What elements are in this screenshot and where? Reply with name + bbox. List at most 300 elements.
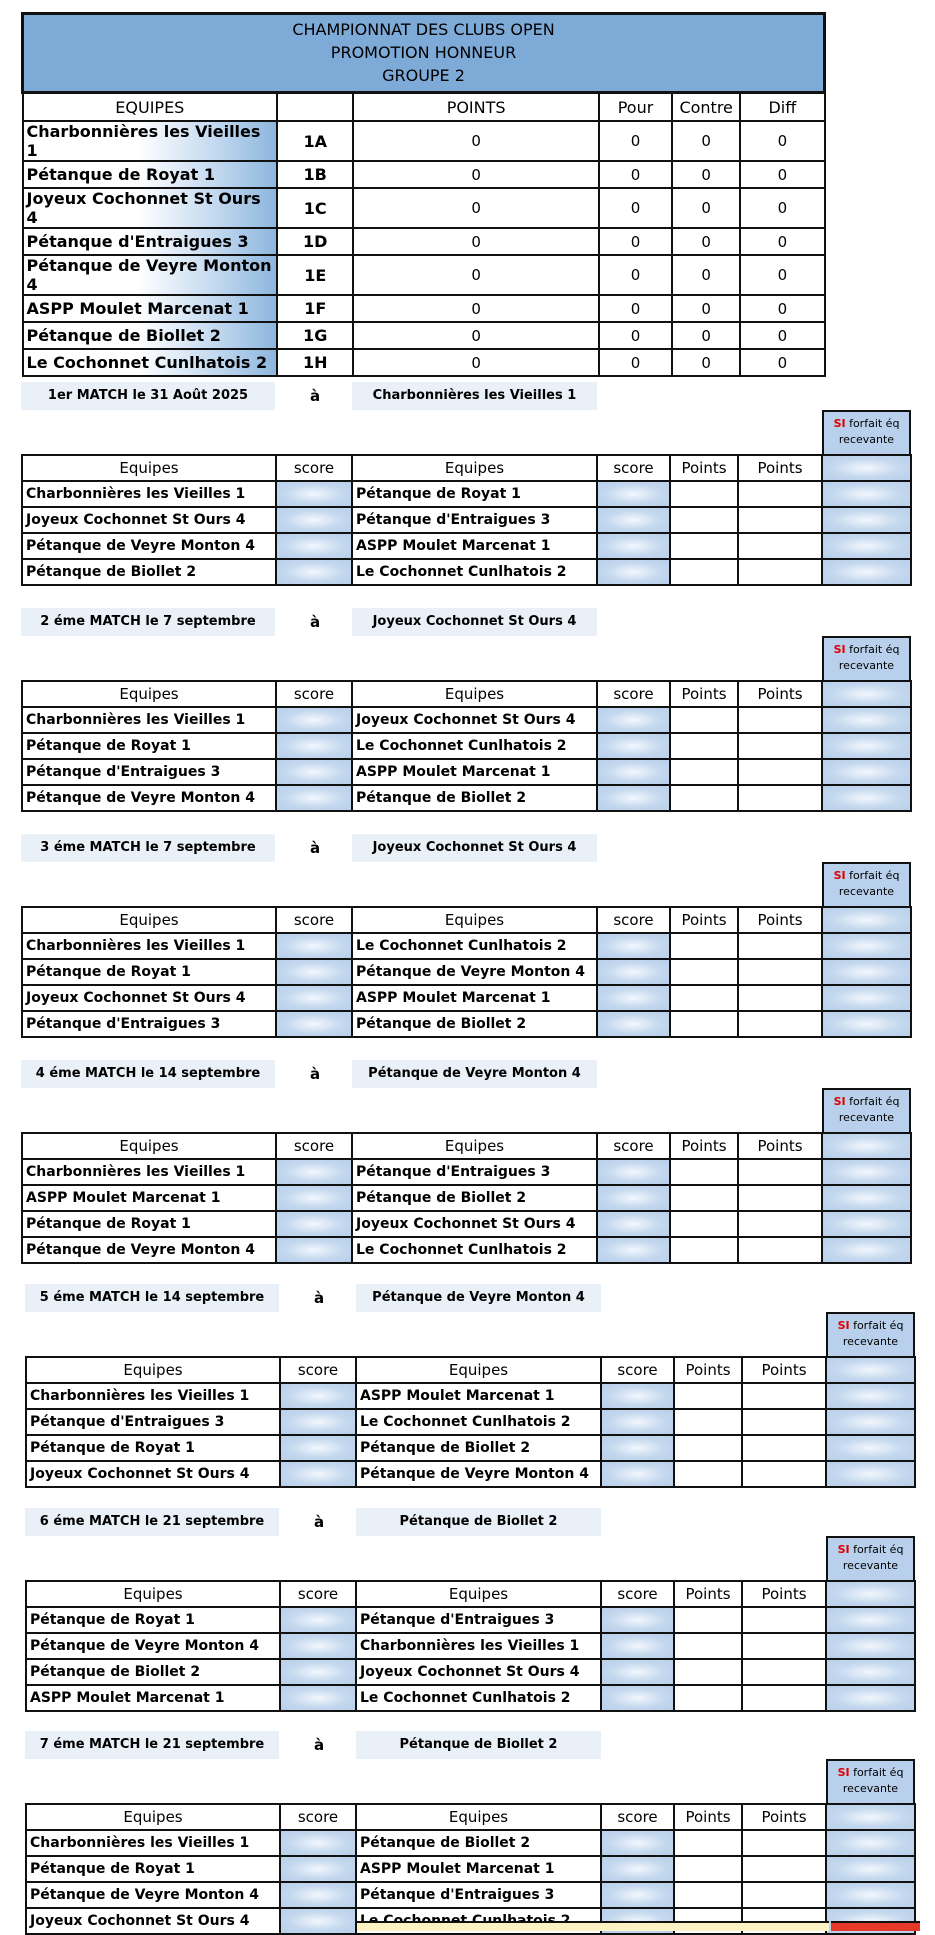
- away-team: Pétanque d'Entraigues 3: [356, 1607, 601, 1633]
- away-score-input[interactable]: [597, 559, 670, 585]
- si-forfait-header: [822, 636, 911, 680]
- team-points: 0: [353, 322, 599, 349]
- home-points-cell: [670, 559, 738, 585]
- away-team: Pétanque d'Entraigues 3: [356, 1882, 601, 1908]
- game-row: [22, 1211, 911, 1237]
- away-team: Joyeux Cochonnet St Ours 4: [352, 707, 597, 733]
- home-score-input[interactable]: [280, 1908, 356, 1934]
- col-si: [822, 455, 911, 481]
- match-column-headers: [26, 1804, 915, 1830]
- match-block: [21, 382, 921, 580]
- col-equipes-away: Equipes: [352, 1133, 597, 1159]
- si-forfait-input[interactable]: [826, 1435, 915, 1461]
- match-column-headers: [26, 1581, 915, 1607]
- si-forfait-label: forfait éq: [853, 1319, 904, 1332]
- away-team: ASPP Moulet Marcenat 1: [352, 533, 597, 559]
- home-score-input[interactable]: [276, 1159, 352, 1185]
- away-team: Pétanque de Biollet 2: [352, 1011, 597, 1037]
- home-points-cell: [670, 1237, 738, 1263]
- home-score-input[interactable]: [280, 1830, 356, 1856]
- home-team: Charbonnières les Vieilles 1: [22, 1159, 276, 1185]
- match-header-bar: [25, 1284, 925, 1312]
- col-equipes-home: Equipes: [22, 455, 276, 481]
- standings-table: [21, 12, 826, 377]
- away-score-input[interactable]: [601, 1685, 674, 1711]
- si-forfait-header: [822, 862, 911, 906]
- standings-row: [23, 188, 825, 228]
- away-team: Pétanque de Biollet 2: [352, 1185, 597, 1211]
- away-team: Pétanque de Veyre Monton 4: [352, 959, 597, 985]
- team-points: 0: [353, 161, 599, 188]
- home-points-cell: [670, 933, 738, 959]
- game-row: [26, 1659, 915, 1685]
- col-equipes-away: Equipes: [356, 1581, 601, 1607]
- away-points-cell: [742, 1685, 826, 1711]
- standings-row: [23, 295, 825, 322]
- col-si: [822, 907, 911, 933]
- si-forfait-input[interactable]: [826, 1856, 915, 1882]
- si-forfait-input[interactable]: [822, 533, 911, 559]
- away-team: Pétanque de Royat 1: [352, 481, 597, 507]
- a-label: à: [313, 1513, 325, 1531]
- home-team: Pétanque de Veyre Monton 4: [26, 1882, 280, 1908]
- away-score-input[interactable]: [597, 507, 670, 533]
- match-table: [25, 1759, 916, 1935]
- si-forfait-input[interactable]: [822, 507, 911, 533]
- away-score-input[interactable]: [597, 933, 670, 959]
- si-label: SI: [833, 1095, 846, 1108]
- a-label: à: [309, 1065, 321, 1083]
- home-score-input[interactable]: [276, 985, 352, 1011]
- game-row: [22, 785, 911, 811]
- away-team: Pétanque de Biollet 2: [356, 1830, 601, 1856]
- game-row: [22, 1237, 911, 1263]
- home-score-input[interactable]: [280, 1607, 356, 1633]
- team-pour: 0: [599, 121, 672, 161]
- home-team: Charbonnières les Vieilles 1: [22, 707, 276, 733]
- team-diff: 0: [740, 161, 824, 188]
- match-venue: Pétanque de Biollet 2: [356, 1508, 601, 1536]
- col-points-away: Points: [742, 1804, 826, 1830]
- team-diff: 0: [740, 295, 824, 322]
- match-block: [25, 1731, 925, 1929]
- team-contre: 0: [672, 349, 740, 376]
- away-team: Le Cochonnet Cunlhatois 2: [356, 1685, 601, 1711]
- match-column-headers: [22, 907, 911, 933]
- home-points-cell: [674, 1435, 742, 1461]
- match-venue: Charbonnières les Vieilles 1: [352, 382, 597, 410]
- match-header-bar: [25, 1508, 925, 1536]
- team-code: 1D: [277, 228, 353, 255]
- si-forfait-input[interactable]: [826, 1830, 915, 1856]
- home-team: Pétanque d'Entraigues 3: [22, 1011, 276, 1037]
- match-venue: Pétanque de Veyre Monton 4: [352, 1060, 597, 1088]
- col-score-home: score: [280, 1581, 356, 1607]
- a-label: à: [309, 613, 321, 631]
- team-code: 1H: [277, 349, 353, 376]
- home-points-cell: [670, 1159, 738, 1185]
- si-forfait-input[interactable]: [822, 985, 911, 1011]
- game-row: [26, 1383, 915, 1409]
- home-points-cell: [670, 959, 738, 985]
- col-pour: Pour: [599, 93, 672, 122]
- col-points-home: Points: [674, 1581, 742, 1607]
- col-equipes-away: Equipes: [356, 1804, 601, 1830]
- match-header-bar: [21, 382, 921, 410]
- si-forfait-input[interactable]: [822, 959, 911, 985]
- col-equipes-away: Equipes: [352, 455, 597, 481]
- away-team: ASPP Moulet Marcenat 1: [356, 1383, 601, 1409]
- home-points-cell: [670, 759, 738, 785]
- col-points-away: Points: [738, 455, 822, 481]
- away-points-cell: [738, 1237, 822, 1263]
- match-venue: Joyeux Cochonnet St Ours 4: [352, 834, 597, 862]
- col-equipes-home: Equipes: [26, 1357, 280, 1383]
- home-points-cell: [674, 1882, 742, 1908]
- team-pour: 0: [599, 255, 672, 295]
- match-venue: Pétanque de Veyre Monton 4: [356, 1284, 601, 1312]
- title-line-3: GROUPE 2: [382, 66, 465, 85]
- si-label: SI: [837, 1319, 850, 1332]
- away-score-input[interactable]: [597, 1237, 670, 1263]
- away-score-input[interactable]: [601, 1383, 674, 1409]
- away-score-input[interactable]: [597, 1011, 670, 1037]
- home-score-input[interactable]: [276, 759, 352, 785]
- home-score-input[interactable]: [280, 1435, 356, 1461]
- away-team: Pétanque de Veyre Monton 4: [356, 1461, 601, 1487]
- si-label: SI: [837, 1766, 850, 1779]
- title-line-2: PROMOTION HONNEUR: [330, 43, 517, 62]
- col-equipes-away: Equipes: [352, 681, 597, 707]
- home-team: Charbonnières les Vieilles 1: [26, 1383, 280, 1409]
- home-team: Pétanque d'Entraigues 3: [26, 1409, 280, 1435]
- home-score-input[interactable]: [280, 1409, 356, 1435]
- away-points-cell: [738, 933, 822, 959]
- home-points-cell: [674, 1633, 742, 1659]
- si-forfait-input[interactable]: [822, 1185, 911, 1211]
- away-points-cell: [742, 1461, 826, 1487]
- standings-row: [23, 161, 825, 188]
- si-label: SI: [833, 643, 846, 656]
- team-name: Le Cochonnet Cunlhatois 2: [23, 349, 278, 376]
- team-contre: 0: [672, 161, 740, 188]
- col-points-away: Points: [738, 907, 822, 933]
- home-points-cell: [670, 785, 738, 811]
- col-equipes: EQUIPES: [23, 93, 278, 122]
- away-points-cell: [738, 533, 822, 559]
- si-forfait-input[interactable]: [822, 1211, 911, 1237]
- si-forfait-label: forfait éq: [853, 1543, 904, 1556]
- home-team: Charbonnières les Vieilles 1: [22, 933, 276, 959]
- away-team: Pétanque d'Entraigues 3: [352, 1159, 597, 1185]
- home-score-input[interactable]: [280, 1856, 356, 1882]
- home-points-cell: [674, 1856, 742, 1882]
- away-score-input[interactable]: [601, 1409, 674, 1435]
- away-points-cell: [738, 707, 822, 733]
- away-points-cell: [742, 1383, 826, 1409]
- si-forfait-input[interactable]: [822, 559, 911, 585]
- si-forfait-input[interactable]: [826, 1685, 915, 1711]
- away-points-cell: [738, 559, 822, 585]
- title-header: [23, 14, 825, 93]
- team-code: 1C: [277, 188, 353, 228]
- home-score-input[interactable]: [280, 1659, 356, 1685]
- team-points: 0: [353, 295, 599, 322]
- away-points-cell: [738, 481, 822, 507]
- home-score-input[interactable]: [280, 1461, 356, 1487]
- home-team: ASPP Moulet Marcenat 1: [26, 1685, 280, 1711]
- home-team: Pétanque de Biollet 2: [22, 559, 276, 585]
- home-score-input[interactable]: [276, 559, 352, 585]
- team-diff: 0: [740, 121, 824, 161]
- match-column-headers: [26, 1357, 915, 1383]
- si-forfait-label: forfait éq: [849, 1095, 900, 1108]
- col-score-home: score: [280, 1357, 356, 1383]
- away-score-input[interactable]: [601, 1633, 674, 1659]
- home-team: Pétanque de Royat 1: [26, 1856, 280, 1882]
- home-points-cell: [674, 1685, 742, 1711]
- standings-row: [23, 255, 825, 295]
- si-forfait-input[interactable]: [826, 1659, 915, 1685]
- col-si: [826, 1357, 915, 1383]
- match-header-bar: [21, 1060, 921, 1088]
- away-score-input[interactable]: [601, 1882, 674, 1908]
- game-row: [26, 1461, 915, 1487]
- away-points-cell: [742, 1856, 826, 1882]
- home-points-cell: [674, 1659, 742, 1685]
- home-points-cell: [674, 1607, 742, 1633]
- si-forfait-input[interactable]: [822, 785, 911, 811]
- away-team: Charbonnières les Vieilles 1: [356, 1633, 601, 1659]
- home-points-cell: [670, 985, 738, 1011]
- home-team: Pétanque de Veyre Monton 4: [22, 1237, 276, 1263]
- away-score-input[interactable]: [601, 1607, 674, 1633]
- standings-column-headers: [23, 93, 825, 122]
- team-points: 0: [353, 228, 599, 255]
- col-points: POINTS: [353, 93, 599, 122]
- game-row: [22, 481, 911, 507]
- col-code: [277, 93, 353, 122]
- match-table: [25, 1312, 916, 1488]
- team-name: Pétanque d'Entraigues 3: [23, 228, 278, 255]
- away-score-input[interactable]: [597, 481, 670, 507]
- away-score-input[interactable]: [601, 1435, 674, 1461]
- si-forfait-input[interactable]: [822, 1237, 911, 1263]
- si-forfait-header: [822, 1088, 911, 1132]
- a-label: à: [313, 1736, 325, 1754]
- home-team: Charbonnières les Vieilles 1: [26, 1830, 280, 1856]
- home-points-cell: [674, 1383, 742, 1409]
- match-block: [25, 1284, 925, 1482]
- match-header-bar: [21, 834, 921, 862]
- si-recevante-label: recevante: [838, 433, 895, 446]
- home-score-input[interactable]: [280, 1633, 356, 1659]
- col-equipes-home: Equipes: [22, 1133, 276, 1159]
- away-score-input[interactable]: [597, 959, 670, 985]
- team-contre: 0: [672, 255, 740, 295]
- match-label: 6 éme MATCH le 21 septembre: [25, 1508, 279, 1536]
- match-block: [21, 834, 921, 1032]
- si-forfait-input[interactable]: [822, 1159, 911, 1185]
- col-score-home: score: [276, 681, 352, 707]
- standings-row: [23, 322, 825, 349]
- si-forfait-input[interactable]: [826, 1409, 915, 1435]
- si-forfait-input[interactable]: [822, 733, 911, 759]
- col-points-home: Points: [670, 907, 738, 933]
- match-column-headers: [22, 1133, 911, 1159]
- away-score-input[interactable]: [597, 785, 670, 811]
- si-forfait-input[interactable]: [826, 1882, 915, 1908]
- home-score-input[interactable]: [276, 733, 352, 759]
- a-label: à: [309, 387, 321, 405]
- home-score-input[interactable]: [280, 1685, 356, 1711]
- game-row: [22, 959, 911, 985]
- col-score-away: score: [601, 1357, 674, 1383]
- home-points-cell: [670, 507, 738, 533]
- home-team: Pétanque de Veyre Monton 4: [22, 785, 276, 811]
- team-pour: 0: [599, 295, 672, 322]
- game-row: [22, 733, 911, 759]
- home-score-input[interactable]: [276, 933, 352, 959]
- si-forfait-input[interactable]: [826, 1383, 915, 1409]
- away-team: Le Cochonnet Cunlhatois 2: [352, 733, 597, 759]
- si-forfait-input[interactable]: [822, 481, 911, 507]
- si-forfait-label: forfait éq: [853, 1766, 904, 1779]
- away-points-cell: [742, 1633, 826, 1659]
- team-points: 0: [353, 255, 599, 295]
- away-score-input[interactable]: [601, 1659, 674, 1685]
- team-code: 1A: [277, 121, 353, 161]
- away-score-input[interactable]: [597, 759, 670, 785]
- match-header-bar: [21, 608, 921, 636]
- team-pour: 0: [599, 349, 672, 376]
- home-score-input[interactable]: [276, 1185, 352, 1211]
- away-points-cell: [738, 1211, 822, 1237]
- team-name: ASPP Moulet Marcenat 1: [23, 295, 278, 322]
- title-line-1: CHAMPIONNAT DES CLUBS OPEN: [292, 20, 555, 39]
- team-pour: 0: [599, 322, 672, 349]
- col-diff: Diff: [740, 93, 824, 122]
- col-score-away: score: [597, 455, 670, 481]
- standings-row: [23, 121, 825, 161]
- game-row: [22, 933, 911, 959]
- home-score-input[interactable]: [276, 785, 352, 811]
- col-si: [826, 1804, 915, 1830]
- home-score-input[interactable]: [276, 533, 352, 559]
- match-label: 4 éme MATCH le 14 septembre: [21, 1060, 275, 1088]
- away-score-input[interactable]: [597, 1159, 670, 1185]
- match-label: 1er MATCH le 31 Août 2025: [21, 382, 275, 410]
- si-forfait-input[interactable]: [826, 1607, 915, 1633]
- a-label: à: [309, 839, 321, 857]
- home-points-cell: [670, 1011, 738, 1037]
- team-diff: 0: [740, 228, 824, 255]
- home-score-input[interactable]: [276, 481, 352, 507]
- bottom-red-cell: [831, 1921, 920, 1931]
- si-forfait-input[interactable]: [822, 707, 911, 733]
- game-row: [22, 759, 911, 785]
- team-code: 1B: [277, 161, 353, 188]
- away-points-cell: [742, 1607, 826, 1633]
- away-score-input[interactable]: [597, 533, 670, 559]
- col-score-away: score: [597, 1133, 670, 1159]
- si-forfait-input[interactable]: [822, 759, 911, 785]
- col-si: [822, 1133, 911, 1159]
- si-forfait-header: [826, 1312, 915, 1356]
- match-table: [21, 1088, 912, 1264]
- game-row: [22, 1159, 911, 1185]
- si-forfait-input[interactable]: [822, 933, 911, 959]
- game-row: [26, 1409, 915, 1435]
- team-contre: 0: [672, 228, 740, 255]
- home-score-input[interactable]: [280, 1882, 356, 1908]
- away-score-input[interactable]: [601, 1856, 674, 1882]
- home-score-input[interactable]: [276, 959, 352, 985]
- match-table: [21, 410, 912, 586]
- team-pour: 0: [599, 161, 672, 188]
- si-forfait-label: forfait éq: [849, 417, 900, 430]
- away-score-input[interactable]: [601, 1461, 674, 1487]
- away-score-input[interactable]: [597, 733, 670, 759]
- col-points-home: Points: [670, 455, 738, 481]
- home-score-input[interactable]: [276, 1011, 352, 1037]
- team-contre: 0: [672, 121, 740, 161]
- match-column-headers: [22, 681, 911, 707]
- col-points-home: Points: [670, 1133, 738, 1159]
- home-score-input[interactable]: [276, 507, 352, 533]
- col-points-away: Points: [738, 681, 822, 707]
- home-team: Pétanque de Royat 1: [26, 1435, 280, 1461]
- match-venue: Pétanque de Biollet 2: [356, 1731, 601, 1759]
- team-points: 0: [353, 121, 599, 161]
- away-score-input[interactable]: [597, 1185, 670, 1211]
- game-row: [26, 1633, 915, 1659]
- si-forfait-input[interactable]: [826, 1633, 915, 1659]
- away-score-input[interactable]: [597, 707, 670, 733]
- home-score-input[interactable]: [276, 1237, 352, 1263]
- team-diff: 0: [740, 255, 824, 295]
- away-score-input[interactable]: [597, 985, 670, 1011]
- si-forfait-input[interactable]: [822, 1011, 911, 1037]
- away-points-cell: [742, 1435, 826, 1461]
- home-team: Pétanque de Biollet 2: [26, 1659, 280, 1685]
- team-contre: 0: [672, 188, 740, 228]
- home-team: ASPP Moulet Marcenat 1: [22, 1185, 276, 1211]
- home-score-input[interactable]: [280, 1383, 356, 1409]
- home-score-input[interactable]: [276, 1211, 352, 1237]
- match-block: [25, 1508, 925, 1706]
- away-team: ASPP Moulet Marcenat 1: [352, 759, 597, 785]
- game-row: [26, 1882, 915, 1908]
- away-score-input[interactable]: [601, 1830, 674, 1856]
- match-table: [21, 636, 912, 812]
- away-score-input[interactable]: [597, 1211, 670, 1237]
- home-team: Pétanque d'Entraigues 3: [22, 759, 276, 785]
- si-forfait-input[interactable]: [826, 1461, 915, 1487]
- home-team: Joyeux Cochonnet St Ours 4: [22, 507, 276, 533]
- away-team: Le Cochonnet Cunlhatois 2: [352, 559, 597, 585]
- game-row: [26, 1830, 915, 1856]
- away-team: Pétanque d'Entraigues 3: [352, 507, 597, 533]
- si-recevante-label: recevante: [842, 1782, 899, 1795]
- match-label: 3 éme MATCH le 7 septembre: [21, 834, 275, 862]
- home-score-input[interactable]: [276, 707, 352, 733]
- team-diff: 0: [740, 188, 824, 228]
- col-score-away: score: [601, 1581, 674, 1607]
- team-pour: 0: [599, 188, 672, 228]
- match-table: [25, 1536, 916, 1712]
- si-recevante-label: recevante: [838, 1111, 895, 1124]
